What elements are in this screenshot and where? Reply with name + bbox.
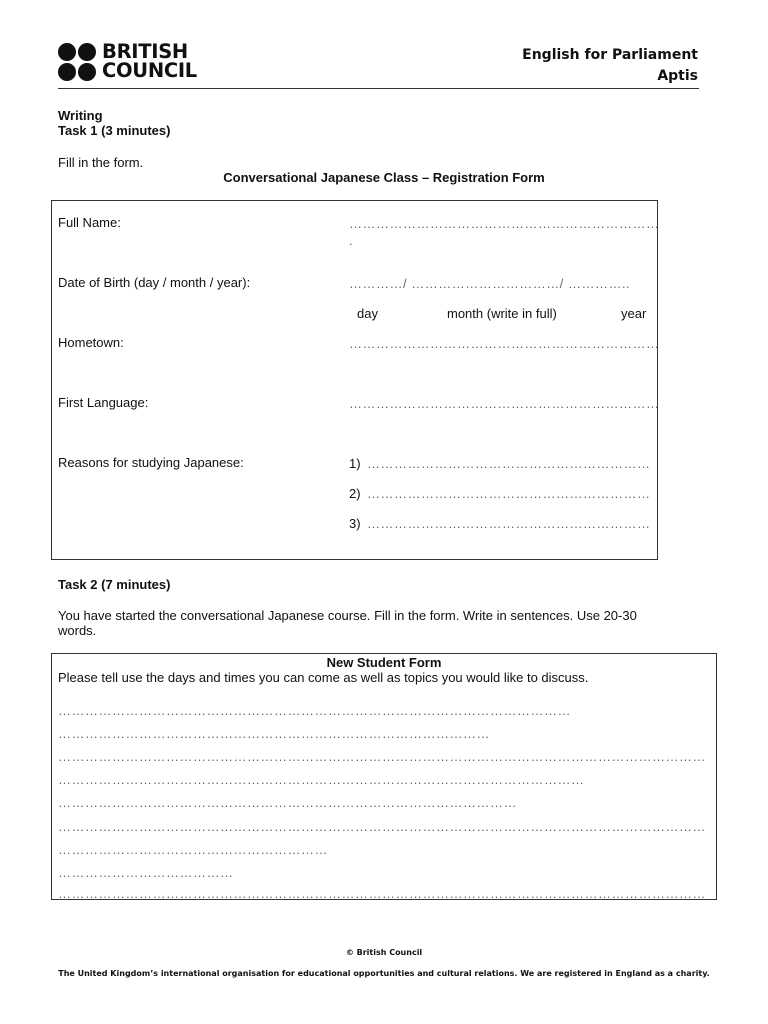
logo-text-line1: BRITISH — [102, 40, 188, 63]
answer-line[interactable]: ……………………………………………………………………………………………………………………………… — [58, 886, 706, 901]
british-council-logo — [58, 42, 208, 82]
full-name-field-continuation: . — [349, 233, 354, 248]
full-name-field[interactable]: …………………………………………………………… — [349, 216, 660, 231]
exam-name: Aptis — [657, 68, 698, 84]
reason-field-3[interactable]: ……………………………………………………… — [367, 516, 651, 531]
reason-field-1[interactable]: ……………………………………………………… — [367, 456, 651, 471]
answer-line[interactable]: ……………………………………………………………………………………………………………………………… — [58, 819, 706, 834]
answer-line[interactable]: …………………………………………………… — [58, 842, 328, 857]
logo-dots-icon — [58, 43, 98, 81]
reason-number-2: 2) — [349, 486, 361, 501]
dob-day-caption: day — [357, 306, 378, 321]
answer-line[interactable]: ………………………………… — [58, 865, 234, 880]
task1-title: Task 1 (3 minutes) — [58, 123, 171, 138]
new-student-form-prompt: Please tell use the days and times you can come as well as topics you would like to discuss. — [58, 670, 589, 685]
answer-line[interactable]: ………………………………………………………………………………………… — [58, 795, 517, 810]
registration-form-title: Conversational Japanese Class – Registration Form — [223, 170, 545, 185]
header-right — [522, 45, 698, 87]
registration-form — [51, 200, 658, 560]
dob-year-caption: year — [621, 306, 647, 321]
answer-line[interactable]: ……………………………………………………………………………………………………………………………… — [58, 749, 706, 764]
dob-field[interactable]: …………/ ……………………………/ ………….. — [349, 276, 631, 291]
answer-line[interactable]: …………………………………………………………………………………… — [58, 726, 490, 741]
section-heading: Writing — [58, 108, 103, 123]
reason-field-2[interactable]: ……………………………………………………… — [367, 486, 651, 501]
full-name-label: Full Name: — [58, 215, 121, 230]
dob-month-caption: month (write in full) — [447, 306, 557, 321]
logo-text-line2: COUNCIL — [102, 59, 197, 82]
footer-copyright: © British Council — [345, 948, 423, 957]
course-title: English for Parliament — [522, 47, 698, 63]
task2-instruction-line2: words. — [58, 623, 97, 638]
new-student-form-title: New Student Form — [326, 655, 442, 670]
dob-label: Date of Birth (day / month / year): — [58, 275, 251, 290]
reason-number-1: 1) — [349, 456, 361, 471]
reason-number-3: 3) — [349, 516, 361, 531]
answer-line[interactable]: ……………………………………………………………………………………………………… — [58, 772, 585, 787]
task1-instruction: Fill in the form. — [58, 155, 144, 170]
first-language-field[interactable]: …………………………………………………………… — [349, 396, 660, 411]
task2-instruction-line1: You have started the conversational Japanese course. Fill in the form. Write in sentences. Use 20-30 — [58, 608, 637, 623]
reasons-label: Reasons for studying Japanese: — [58, 455, 244, 470]
footer-tagline: The United Kingdom’s international organisation for educational opportunities and cultural relations. We are registered in England as a charity. — [58, 969, 710, 978]
answer-line[interactable]: …………………………………………………………………………………………………… — [58, 703, 571, 718]
hometown-label: Hometown: — [58, 335, 124, 350]
hometown-field[interactable]: …………………………………………………………… — [349, 336, 660, 351]
header-divider — [58, 88, 699, 89]
first-language-label: First Language: — [58, 395, 149, 410]
task2-title: Task 2 (7 minutes) — [58, 577, 171, 592]
